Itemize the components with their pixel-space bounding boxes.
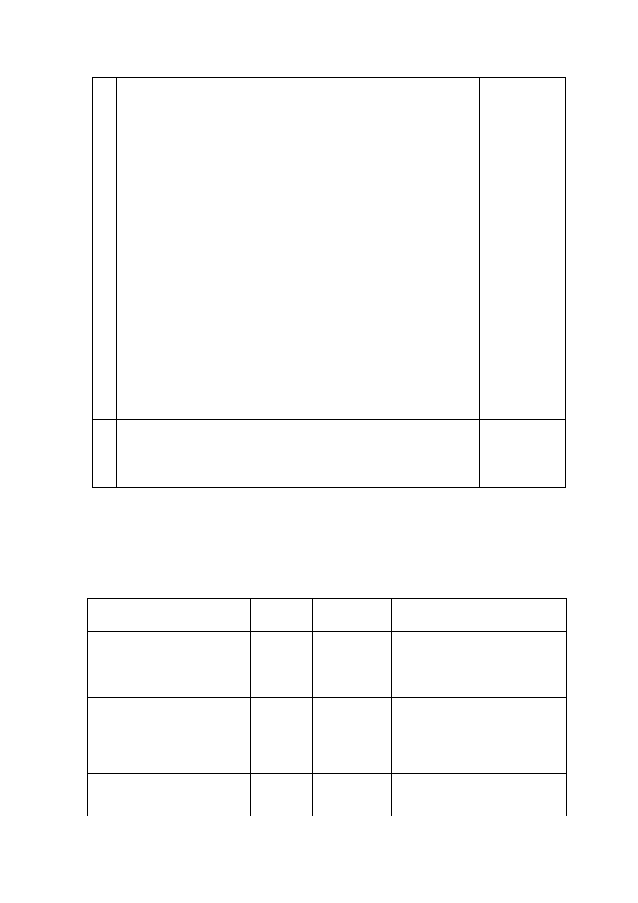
table-divider (479, 78, 480, 487)
table-divider (88, 631, 566, 632)
table-divider (93, 419, 565, 420)
assessment-table (87, 598, 567, 816)
table-divider (88, 773, 566, 774)
table-divider (116, 78, 117, 487)
activities-table (92, 77, 566, 488)
table-divider (88, 697, 566, 698)
